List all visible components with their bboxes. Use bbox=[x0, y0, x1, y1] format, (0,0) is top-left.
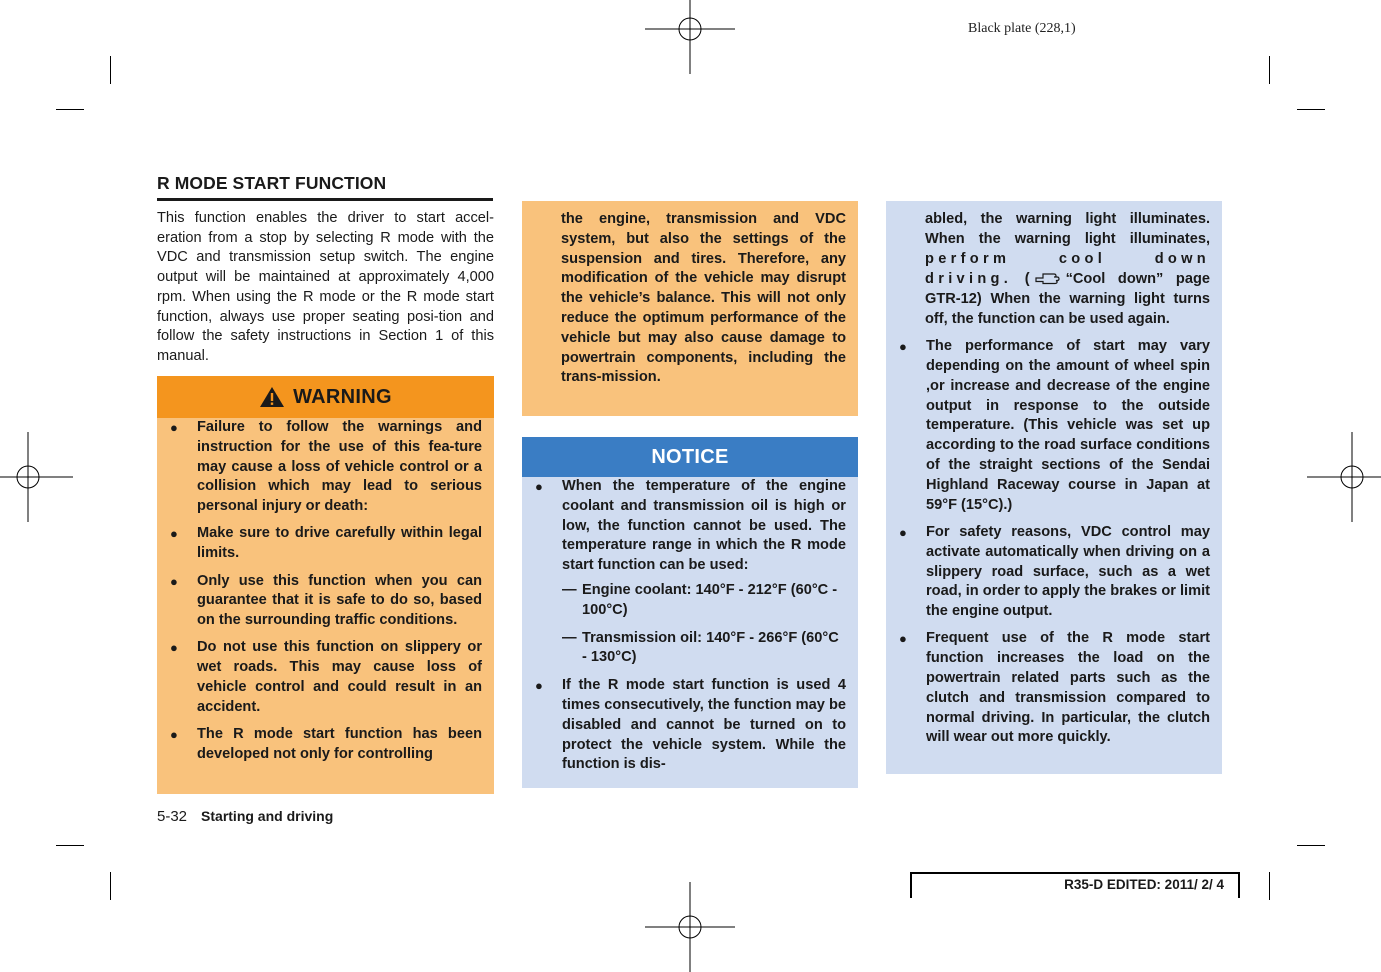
notice-continuation-box bbox=[886, 201, 1222, 774]
sub-item: — Transmission oil: 140°F - 266°F (60°C - 130°C) bbox=[562, 629, 839, 666]
registration-mark-left bbox=[0, 432, 73, 522]
list-item: ● Make sure to drive carefully within legal limits. bbox=[170, 525, 482, 562]
notice-title: NOTICE bbox=[651, 445, 729, 468]
list-item: ● Only use this function when you can guarantee that it is safe to do so, based on the surrounding traffic conditions. bbox=[170, 572, 482, 629]
page-number: 5-32 bbox=[157, 808, 188, 825]
warning-header bbox=[157, 376, 494, 418]
list-item: ● Do not use this function on slippery or wet roads. This may cause loss of vehicle control and could result in an accident. bbox=[170, 639, 482, 715]
list-item: ● When the temperature of the engine coolant and transmission oil is high or low, the function cannot be used. The temperature range in which the R mode start function can be used: — Engine coolant: 140°F - 212°F (60°C - 100°C) — Transmission oil: 140°F - 266°F (60°C - 130°C) bbox=[522, 477, 858, 668]
temperature-ranges bbox=[562, 581, 846, 668]
sub-item: — Engine coolant: 140°F - 212°F (60°C - 100°C) bbox=[562, 581, 838, 618]
registration-mark-top bbox=[645, 0, 735, 74]
warning-continuation-box bbox=[522, 201, 858, 416]
plate-label: Black plate (228,1) bbox=[968, 21, 1076, 36]
list-item: ● For safety reasons, VDC control may activate automatically when driving on a slippery road surface, such as a wet road, in order to apply the brakes or limit the engine output. bbox=[899, 523, 1210, 620]
list-item: ● If the R mode start function is used 4 times consecutively, the function may be disabled and cannot be turned on to protect the vehicle system. While the function is dis- bbox=[535, 677, 846, 773]
section-name: Starting and driving bbox=[201, 808, 334, 824]
warning-list bbox=[157, 418, 494, 765]
warning-continuation-text: the engine, transmission and VDC system, but also the settings of the suspension and tires. Therefore, any modification of the vehicle may disrupt the vehicle’s balance. This will not only reduce the optimum performance of the vehicle but may also cause damage to powertrain components, including the trans-mission. bbox=[561, 211, 846, 386]
registration-mark-bottom bbox=[645, 882, 735, 972]
reference-hand-icon bbox=[1034, 269, 1062, 285]
warning-box bbox=[157, 376, 494, 794]
notice-list-more bbox=[886, 337, 1222, 748]
notice-continuation-text: abled, the warning light illuminates. When the warning light illuminates, perform cool down driving. ( “Cool down” page GTR-12) When the warning light turns off, the function can be used again. bbox=[925, 211, 1210, 327]
notice-list bbox=[522, 477, 858, 775]
section-title: R MODE START FUNCTION bbox=[157, 173, 493, 201]
registration-mark-right bbox=[1307, 432, 1381, 522]
edited-stamp: R35-D EDITED: 2011/ 2/ 4 bbox=[910, 872, 1240, 898]
notice-box bbox=[522, 437, 858, 788]
page-footer bbox=[157, 808, 333, 825]
warning-triangle-icon bbox=[259, 386, 285, 408]
list-item: ● Failure to follow the warnings and instruction for the use of this fea-ture may cause a loss of vehicle control or a collision which may lead to serious personal injury or death: bbox=[170, 419, 482, 515]
list-item: ● Frequent use of the R mode start function increases the load on the powertrain related parts such as the clutch and transmission compared to normal driving. In particular, the clutch will wear out more quickly. bbox=[899, 630, 1210, 746]
notice-header bbox=[522, 437, 858, 477]
list-item: ● The R mode start function has been developed not only for controlling bbox=[170, 726, 482, 762]
intro-paragraph: This function enables the driver to start accel-eration from a stop by selecting R mode with the VDC and transmission setup switch. The engine output will be maintained at approximately 4,000 rpm. When using the R mode or the R mode start function, always use proper seating posi-tion and follow the safety instructions in Section 1 of this manual. bbox=[157, 210, 494, 364]
list-item: ● The performance of start may vary depending on the amount of wheel spin ,or increase and decrease of the engine output in response to the outside temperature. (This vehicle was set up according to the road surface conditions of the straight sections of the Sendai Highland Raceway course in Japan at 59°F (15°C).) bbox=[899, 338, 1210, 513]
warning-title: WARNING bbox=[293, 385, 392, 408]
